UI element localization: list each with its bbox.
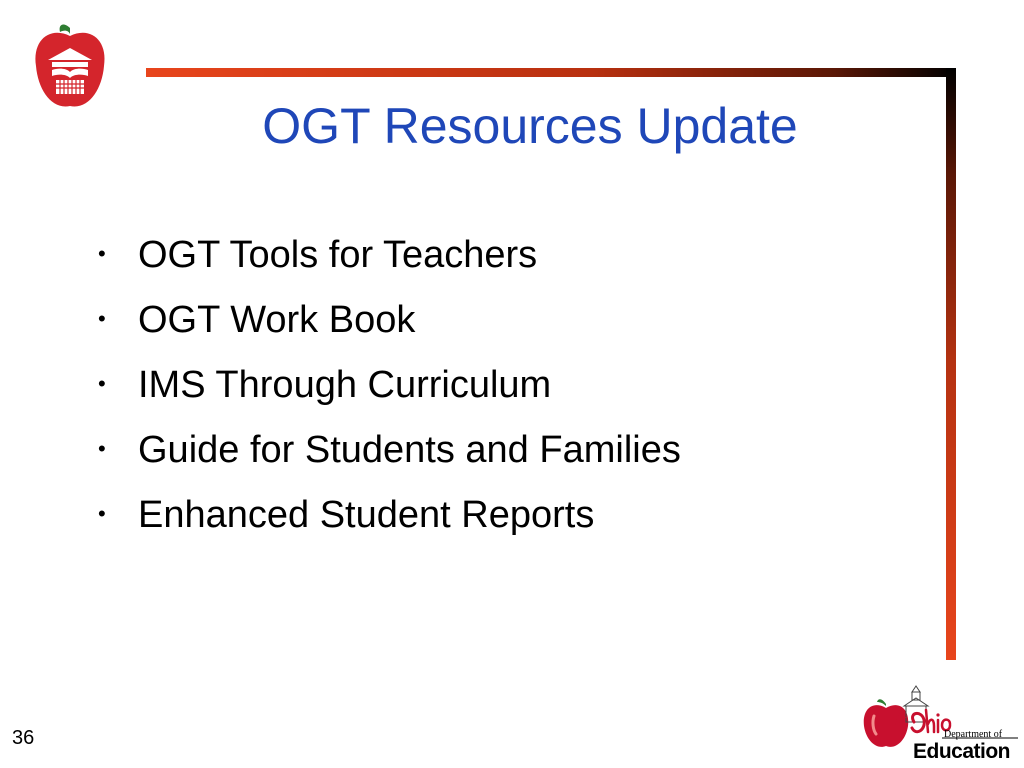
- list-item: [96, 234, 681, 299]
- apple-school-icon: [30, 22, 110, 112]
- education-label: Education: [913, 740, 1011, 763]
- list-item: [96, 364, 681, 429]
- list-item: [96, 429, 681, 494]
- bullet-text: OGT Tools for Teachers: [138, 234, 538, 276]
- bullet-icon: •: [98, 241, 106, 266]
- bullet-icon: •: [98, 371, 106, 396]
- bullet-text: Guide for Students and Families: [138, 429, 681, 471]
- list-item: [96, 494, 681, 559]
- bullet-icon: •: [98, 501, 106, 526]
- bullet-list: [96, 234, 681, 559]
- bullet-text: OGT Work Book: [138, 299, 416, 341]
- bullet-icon: •: [98, 306, 106, 331]
- bullet-text: Enhanced Student Reports: [138, 494, 595, 536]
- bullet-icon: •: [98, 436, 106, 461]
- page-number: 36: [12, 727, 35, 749]
- department-of-label: Department of: [944, 729, 1003, 740]
- list-item: [96, 299, 681, 364]
- right-accent-bar: [946, 68, 956, 660]
- top-accent-bar: [146, 68, 956, 77]
- bullet-text: IMS Through Curriculum: [138, 364, 552, 406]
- slide-title: OGT Resources Update: [262, 98, 798, 154]
